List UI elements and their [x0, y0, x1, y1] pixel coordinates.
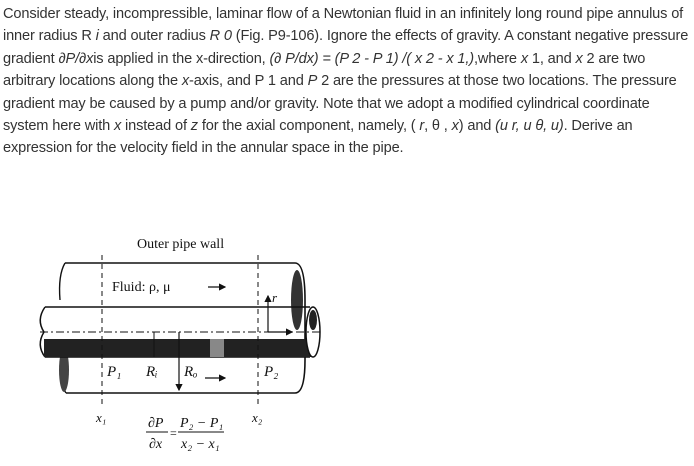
eq-rhs-numerator: P₂ − P₁	[180, 416, 224, 431]
eq-lhs-denominator: ∂x	[149, 437, 163, 452]
pipe-annulus-figure	[0, 225, 694, 466]
eq-lhs-numerator: ∂P	[148, 416, 164, 431]
text-segment: ) and	[458, 118, 496, 135]
math-text-segment: R 0	[209, 28, 232, 45]
math-text-segment: x	[520, 50, 528, 67]
p2-label: P₂	[264, 364, 279, 380]
x2-label: x₂	[252, 410, 263, 425]
text-segment: 2 are the pressures at those two locations. The pressure gradient may be caused by a pump and/or gravity. Note that we adopt a modified cylindrical coordinate system here with	[3, 73, 677, 135]
ro-label: Rₒ	[184, 364, 198, 380]
text-segment: and outer radius	[98, 28, 210, 45]
eq-equals: =	[170, 426, 177, 440]
ri-label: Rᵢ	[146, 364, 158, 380]
math-text-segment: r	[419, 118, 425, 135]
math-text-segment: (u r, u θ, u)	[495, 118, 564, 135]
text-segment: Consider steady, incompressible, laminar flow of a Newtonian fluid in an infinitely long round pipe annulus of inner radius R	[3, 6, 684, 45]
text-segment: , θ ,	[424, 118, 452, 135]
problem-statement	[3, 3, 691, 160]
math-text-segment: z	[190, 118, 198, 135]
text-segment: is applied in the x-direction,	[93, 50, 270, 67]
math-text-segment: P	[307, 73, 318, 90]
text-segment: instead of	[121, 118, 191, 135]
text-segment: -axis, and P 1 and	[189, 73, 308, 90]
math-text-segment: x	[451, 118, 459, 135]
text-segment: for the axial component, namely, (	[197, 118, 420, 135]
text-segment: 2 are two arbitrary locations along the	[3, 50, 646, 90]
text-segment: 1, and	[527, 50, 576, 67]
math-text-segment: x	[575, 50, 583, 67]
math-text-segment: i	[95, 28, 99, 45]
text-segment: ,where	[474, 50, 521, 67]
pressure-gradient-equation	[146, 416, 224, 452]
math-text-segment: x	[114, 118, 122, 135]
fluid-label: Fluid: ρ, μ	[112, 280, 171, 295]
math-text-segment: ∂P/∂x	[58, 50, 94, 67]
text-segment: (Fig. P9-106). Ignore the effects of gravity. A constant negative pressure gradient	[3, 28, 689, 67]
x1-label: x₁	[96, 410, 107, 425]
r-label: r	[272, 290, 278, 305]
math-text-segment: x	[181, 73, 189, 90]
figure-title: Outer pipe wall	[137, 237, 225, 252]
p1-label: P₁	[107, 364, 122, 380]
math-text-segment: (∂ P/dx) = (P 2 - P 1) /( x 2 - x 1,)	[269, 50, 474, 67]
eq-rhs-denominator: x₂ − x₁	[181, 437, 220, 452]
text-segment: . Derive an expression for the velocity field in the annular space in the pipe.	[3, 118, 633, 157]
